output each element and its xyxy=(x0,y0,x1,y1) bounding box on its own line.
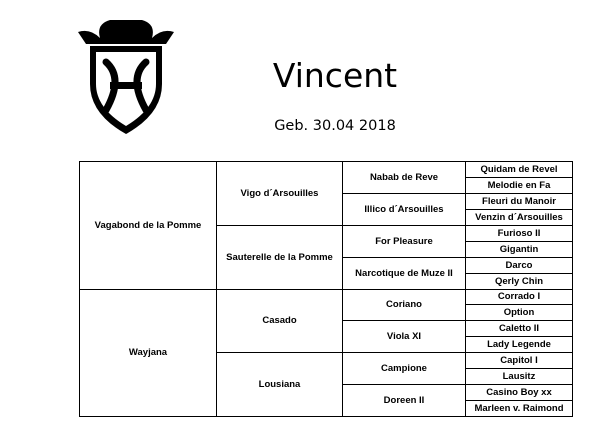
dam-dam-cell: Lousiana xyxy=(217,353,343,417)
gen4-cell: Venzin d´Arsouilles xyxy=(466,209,573,225)
gen4-cell: Lady Legende xyxy=(466,337,573,353)
sire-sire-cell: Vigo d´Arsouilles xyxy=(217,162,343,226)
gen3-cell: Campione xyxy=(343,353,466,385)
page-title: Vincent xyxy=(272,56,398,95)
sire-cell: Vagabond de la Pomme xyxy=(80,162,217,290)
gen4-cell: Fleuri du Manoir xyxy=(466,193,573,209)
gen4-cell: Gigantin xyxy=(466,241,573,257)
gen3-cell: Coriano xyxy=(343,289,466,321)
dam-sire-cell: Casado xyxy=(217,289,343,353)
gen4-cell: Furioso II xyxy=(466,225,573,241)
gen3-cell: Viola XI xyxy=(343,321,466,353)
dam-cell: Wayjana xyxy=(80,289,217,417)
shield-crest-icon xyxy=(76,18,176,138)
gen4-cell: Corrado I xyxy=(466,289,573,305)
pedigree-table xyxy=(79,161,573,417)
gen4-cell: Capitol I xyxy=(466,353,573,369)
gen4-cell: Option xyxy=(466,305,573,321)
sire-dam-cell: Sauterelle de la Pomme xyxy=(217,225,343,289)
gen4-cell: Casino Boy xx xyxy=(466,385,573,401)
gen4-cell: Caletto II xyxy=(466,321,573,337)
gen3-cell: Doreen II xyxy=(343,385,466,417)
gen3-cell: Narcotique de Muze II xyxy=(343,257,466,289)
gen4-cell: Marleen v. Raimond xyxy=(466,401,573,417)
gen4-cell: Lausitz xyxy=(466,369,573,385)
gen3-cell: Nabab de Reve xyxy=(343,162,466,194)
birth-date: Geb. 30.04 2018 xyxy=(274,118,396,134)
gen4-cell: Quidam de Revel xyxy=(466,162,573,178)
gen4-cell: Qerly Chin xyxy=(466,273,573,289)
gen4-cell: Darco xyxy=(466,257,573,273)
gen3-cell: For Pleasure xyxy=(343,225,466,257)
gen4-cell: Melodie en Fa xyxy=(466,177,573,193)
gen3-cell: Illico d´Arsouilles xyxy=(343,193,466,225)
